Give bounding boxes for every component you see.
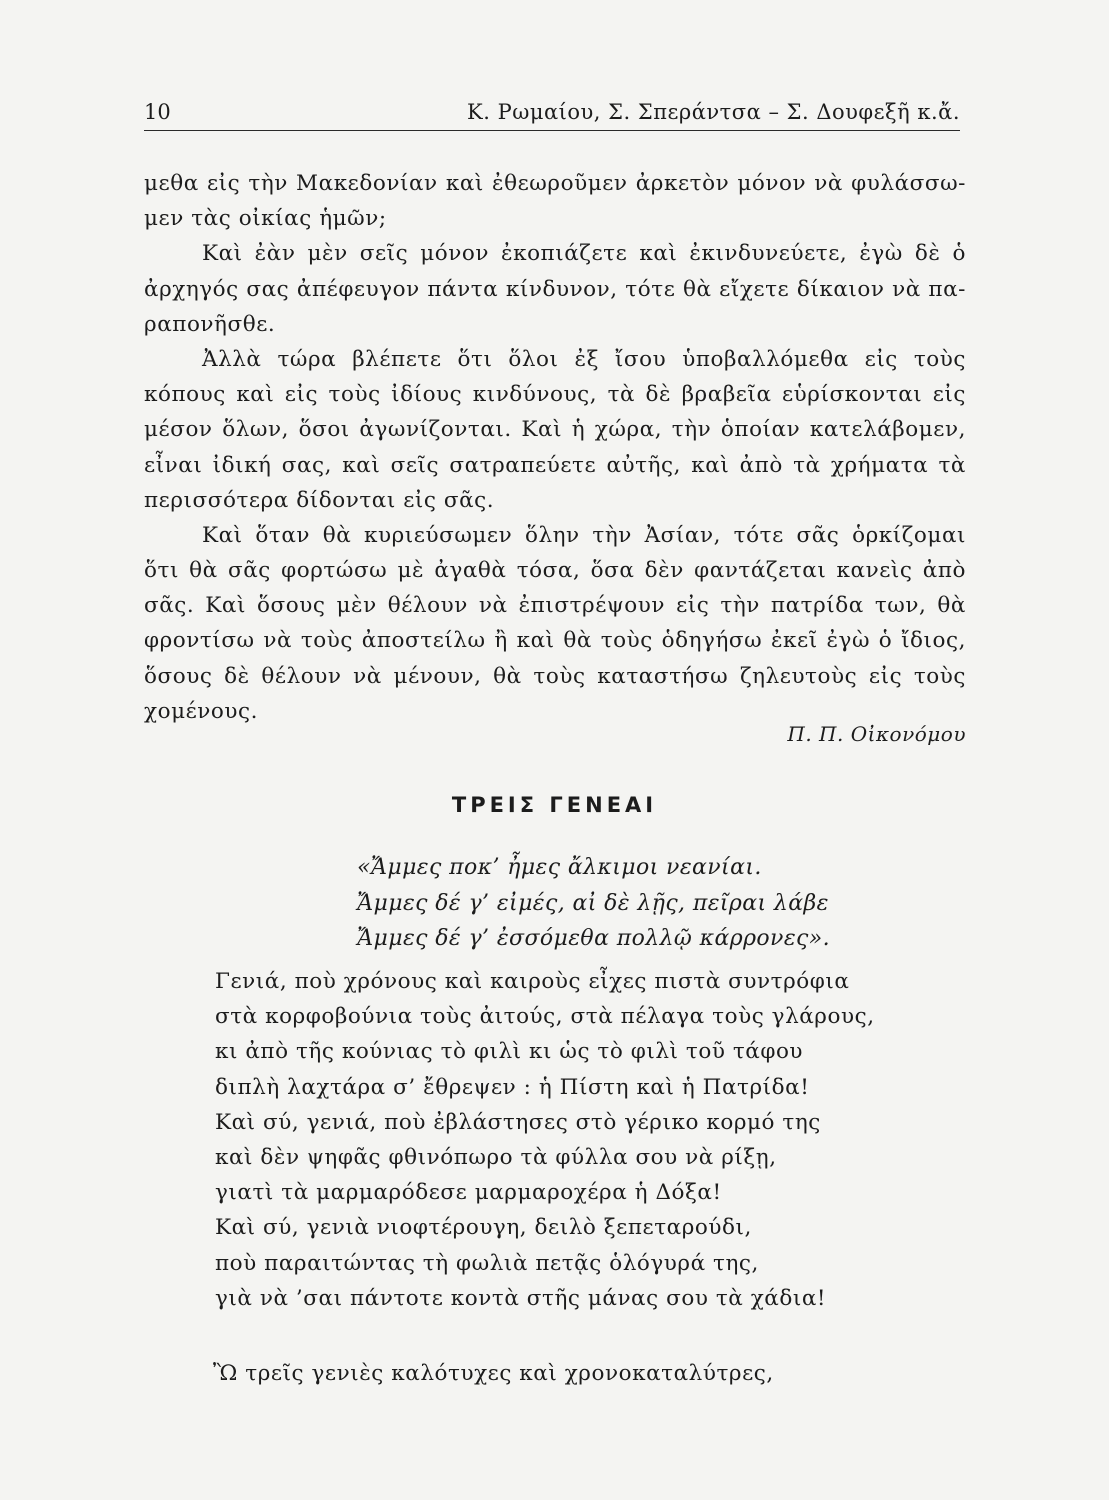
prose-body <box>144 166 966 729</box>
poem-title: ΤΡΕΙΣ ΓΕΝΕΑΙ <box>451 793 658 817</box>
poem-line: Καὶ σύ, γενιὰ νιοφτέρουγη, δειλὸ ξεπεταρούδι, <box>215 1215 752 1241</box>
prose-line: σᾶς. Καὶ ὅσους μὲν θέλουν νὰ ἐπιστρέψουν εἰς τὴν πατρίδα των, θὰ <box>144 593 966 619</box>
prose-line: Ἀλλὰ τώρα βλέπετε ὅτι ὅλοι ἐξ ἴσου ὑποβαλλόμεθα εἰς τοὺς <box>202 346 966 372</box>
prose-line: Καὶ ὅταν θὰ κυριεύσωμεν ὅλην τὴν Ἀσίαν, τότε σᾶς ὁρκίζομαι <box>202 522 966 548</box>
epigraph-line: «Ἄμμες ποκ’ ἦμες ἄλκιμοι νεανίαι. <box>357 855 762 880</box>
poem-line: ποὺ παραιτώντας τὴ φωλιὰ πετᾷς ὁλόγυρά της, <box>215 1250 759 1276</box>
prose-line: ραπονῆσθε. <box>144 311 276 337</box>
poem-line: καὶ δὲν ψηφᾶς φθινόπωρο τὰ φύλλα σου νὰ ρίξῃ, <box>215 1145 777 1171</box>
poem-line: γιὰ νὰ ’σαι πάντοτε κοντὰ στῆς μάνας σου τὰ χάδια! <box>215 1285 827 1311</box>
page-number: 10 <box>144 100 171 124</box>
poem-line: Καὶ σύ, γενιά, ποὺ ἐβλάστησες στὸ γέρικο κορμό της <box>215 1109 821 1135</box>
header-rule <box>144 130 960 131</box>
prose-line: κόπους καὶ εἰς τοὺς ἰδίους κινδύνους, τὰ δὲ βραβεῖα εὑρίσκονται εἰς <box>144 382 966 408</box>
prose-line: μέσον ὅλων, ὅσοι ἀγωνίζονται. Καὶ ἡ χώρα, τὴν ὁποίαν κατελάβομεν, <box>144 417 966 443</box>
poem-line: στὰ κορφοβούνια τοὺς ἀιτούς, στὰ πέλαγα τοὺς γλάρους, <box>215 1004 875 1030</box>
poem-line: Γενιά, ποὺ χρόνους καὶ καιροὺς εἶχες πιστὰ συντρόφια <box>215 969 850 994</box>
prose-line: εἶναι ἰδική σας, καὶ σεῖς σατραπεύετε αὐτῆς, καὶ ἀπὸ τὰ χρήματα τὰ <box>144 452 966 478</box>
prose-line: ὅτι θὰ σᾶς φορτώσω μὲ ἀγαθὰ τόσα, ὅσα δὲν φαντάζεται κανεὶς ἀπὸ <box>144 558 966 584</box>
poem-line: διπλὴ λαχτάρα σ’ ἔθρεψεν : ἡ Πίστη καὶ ἡ Πατρίδα! <box>215 1074 810 1100</box>
author-signature: Π. Π. Οἰκονόμου <box>787 722 966 746</box>
epigraph <box>357 850 830 957</box>
prose-line: ὅσους δὲ θέλουν νὰ μένουν, θὰ τοὺς καταστήσω ζηλευτοὺς εἰς τοὺς <box>144 663 966 689</box>
poem-line: γιατὶ τὰ μαρμαρόδεσε μαρμαροχέρα ἡ Δόξα! <box>215 1180 722 1206</box>
prose-line: φροντίσω νὰ τοὺς ἀποστείλω ἢ καὶ θὰ τοὺς ὁδηγήσω ἐκεῖ ἐγὼ ὁ ἴδιος, <box>144 628 966 654</box>
page-header <box>144 100 960 130</box>
epigraph-line: Ἄμμες δέ γ’ εἰμές, αἰ δὲ λῇς, πεῖραι λάβε <box>357 890 829 916</box>
poem-stanza <box>215 964 875 1316</box>
poem-line: Ὢ τρεῖς γενιὲς καλότυχες καὶ χρονοκαταλύτρες, <box>213 1361 774 1386</box>
prose-line: Καὶ ἐὰν μὲν σεῖς μόνον ἐκοπιάζετε καὶ ἐκινδυνεύετε, ἐγὼ δὲ ὁ <box>202 241 966 267</box>
prose-line: μεθα εἰς τὴν Μακεδονίαν καὶ ἐθεωροῦμεν ἀρκετὸν μόνον νὰ φυλάσσω- <box>144 171 966 196</box>
prose-line: μεν τὰς οἰκίας ἡμῶν; <box>144 206 387 232</box>
prose-line: ἀρχηγός σας ἀπέφευγον πάντα κίνδυνον, τότε θὰ εἴχετε δίκαιον νὰ πα- <box>144 276 966 302</box>
running-head: Κ. Ρωμαίου, Σ. Σπεράντσα – Σ. Δουφεξῆ κ.ἄ. <box>467 100 960 124</box>
prose-line: περισσότερα δίδονται εἰς σᾶς. <box>144 487 495 513</box>
poem-line: κι ἀπὸ τῆς κούνιας τὸ φιλὶ κι ὡς τὸ φιλὶ τοῦ τάφου <box>215 1039 804 1065</box>
epigraph-line: Ἄμμες δέ γ’ ἐσσόμεθα πολλῷ κάρρονες». <box>357 926 830 951</box>
prose-line: χομένους. <box>144 698 258 724</box>
